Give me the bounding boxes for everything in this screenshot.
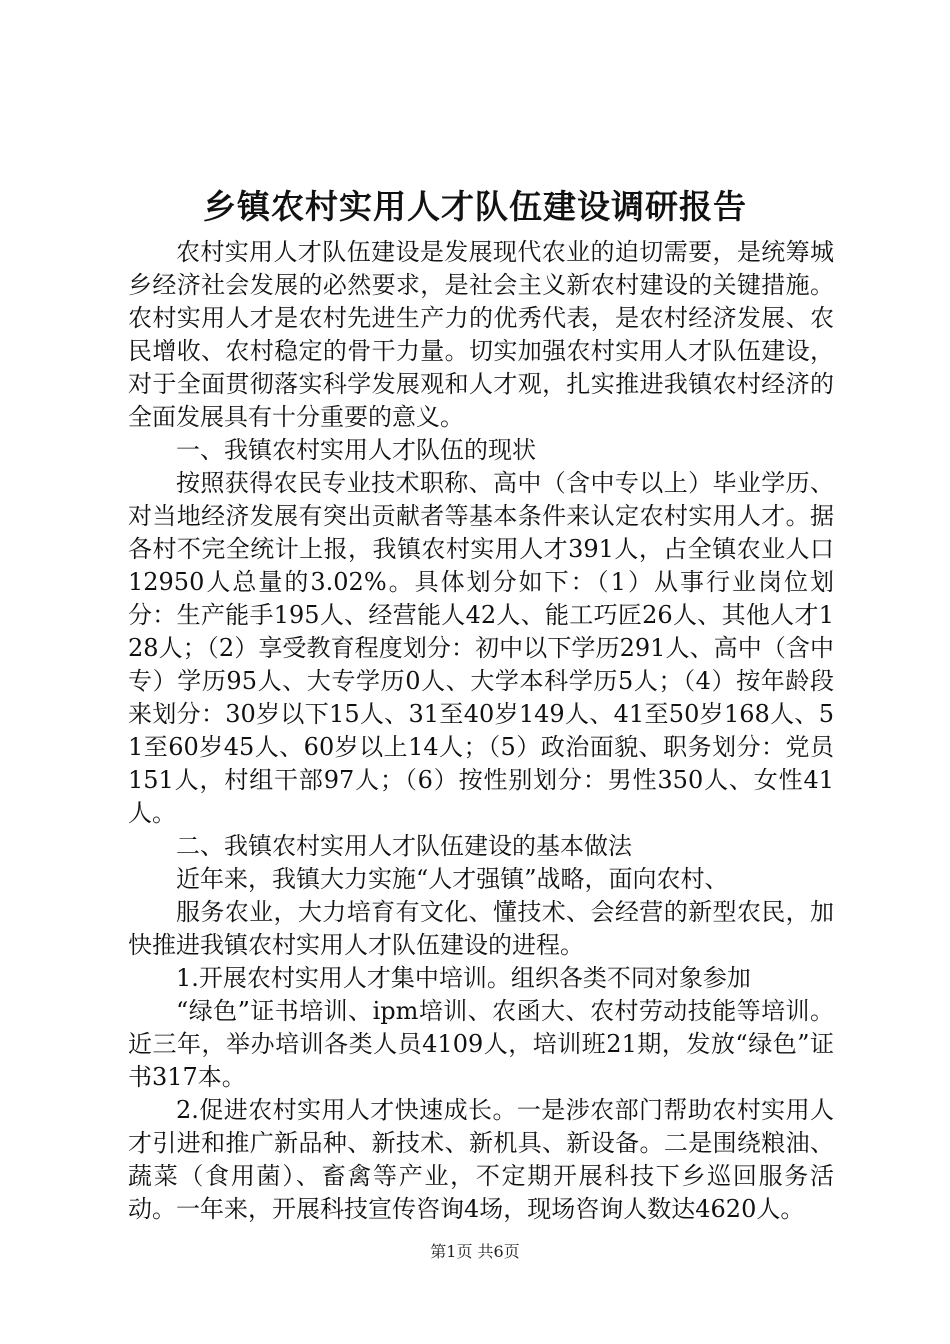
page-number-footer: 第1页 共6页 [430,1242,520,1261]
item-1-paragraph: “绿色”证书培训、ipm培训、农函大、农村劳动技能等培训。近三年，举办培训各类人员4109人，培训班21期，发放“绿色”证书317本。 [128,997,834,1091]
section-heading-2: 二、我镇农村实用人才队伍建设的基本做法 [176,832,632,860]
intro-paragraph: 农村实用人才队伍建设是发展现代农业的迫切需要，是统筹城乡经济社会发展的必然要求，是社会主义新农村建设的关键措施。农村实用人才是农村先进生产力的优秀代表，是农村经济发展、农民增收、农村稳定的骨干力量。切实加强农村实用人才队伍建设，对于全面贯彻落实科学发展观和人才观，扎实推进我镇农村经济的全面发展具有十分重要的意义。 [128,238,834,431]
practice-paragraph-line1: 近年来，我镇大力实施“人才强镇”战略，面向农村、 [176,865,729,893]
document-body [128,236,834,1226]
practice-paragraph-line2: 服务农业，大力培育有文化、懂技术、会经营的新型农民，加快推进我镇农村实用人才队伍建设的进程。 [128,898,834,959]
section-heading-1: 一、我镇农村实用人才队伍的现状 [176,436,536,464]
status-paragraph: 按照获得农民专业技术职称、高中（含中专以上）毕业学历、对当地经济发展有突出贡献者等基本条件来认定农村实用人才。据各村不完全统计上报，我镇农村实用人才391人，占全镇农业人口12950人总量的3.02%。具体划分如下：（1）从事行业岗位划分：生产能手195人、经营能人42人、能工巧匠26人、其他人才128人；（2）享受教育程度划分：初中以下学历291人、高中（含中专）学历95人、大专学历0人、大学本科学历5人；（4）按年龄段来划分：30岁以下15人、31至40岁149人、41至50岁168人、51至60岁45人、60岁以上14人；（5）政治面貌、职务划分：党员151人，村组干部97人；（6）按性别划分：男性350人、女性41人。 [128,469,834,827]
item-1-heading: 1.开展农村实用人才集中培训。组织各类不同对象参加 [176,964,751,992]
item-2-paragraph: 2.促进农村实用人才快速成长。一是涉农部门帮助农村实用人才引进和推广新品种、新技术、新机具、新设备。二是围绕粮油、蔬菜（食用菌）、畜禽等产业，不定期开展科技下乡巡回服务活动。一年来，开展科技宣传咨询4场，现场咨询人数达4620人。 [128,1096,834,1223]
document-title: 乡镇农村实用人才队伍建设调研报告 [203,187,747,226]
